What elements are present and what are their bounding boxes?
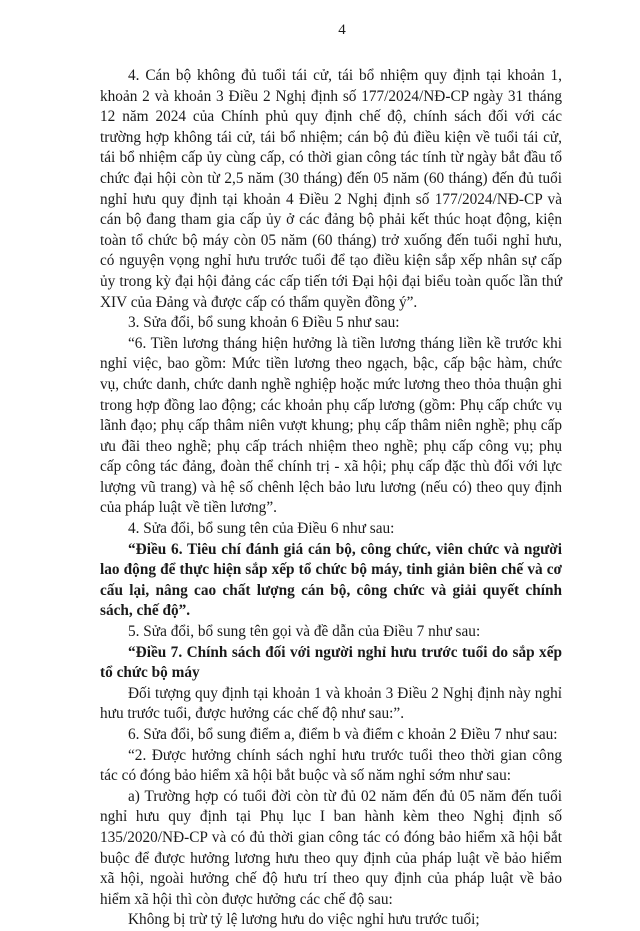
paragraph: “6. Tiền lương tháng hiện hưởng là tiền lương tháng liền kề trước khi nghỉ việc, bao gồm: Mức tiền lương theo ngạch, bậc, cấp bậc hàm, chức vụ, chức danh, chức danh nghề nghiệp hoặc mức lương theo thỏa thuận ghi trong hợp đồng lao động; các khoản phụ cấp lương (gồm: Phụ cấp chức vụ lãnh đạo; phụ cấp thâm niên vượt khung; phụ cấp thâm niên nghề; phụ cấp ưu đãi theo nghề; phụ cấp trách nhiệm theo nghề; phụ cấp công vụ; phụ cấp công tác đảng, đoàn thể chính trị - xã hội; phụ cấp đặc thù đối với lực lượng vũ trang) và hệ số chênh lệch bảo lưu lương (nếu có) theo quy định của pháp luật về tiền lương”. xyxy=(100,334,562,517)
article-heading: “Điều 7. Chính sách đối với người nghỉ hưu trước tuổi do sắp xếp tổ chức bộ máy xyxy=(100,643,562,682)
paragraph: Không bị trừ tỷ lệ lương hưu do việc nghỉ hưu trước tuổi; xyxy=(128,911,480,929)
page-number: 4 xyxy=(338,22,346,38)
article-heading: “Điều 6. Tiêu chí đánh giá cán bộ, công chức, viên chức và người lao động để thực hiện sắp xếp tổ chức bộ máy, tinh giản biên chế và cơ cấu lại, nâng cao chất lượng cán bộ, công chức và giải quyết chính sách, chế độ”. xyxy=(100,540,562,620)
paragraph: a) Trường hợp có tuổi đời còn từ đủ 02 năm đến đủ 05 năm đến tuổi nghỉ hưu quy định tại Phụ lục I ban hành kèm theo Nghị định số 135/2020/NĐ-CP và có đủ thời gian công tác có đóng bảo hiểm xã hội bắt buộc để được hưởng lương hưu theo quy định của pháp luật về bảo hiểm xã hội, ngoài hưởng chế độ hưu trí theo quy định của pháp luật về bảo hiểm xã hội thì còn được hưởng các chế độ sau: xyxy=(100,787,562,908)
paragraph: 5. Sửa đổi, bổ sung tên gọi và đề dẫn của Điều 7 như sau: xyxy=(128,623,481,641)
paragraph: “2. Được hưởng chính sách nghỉ hưu trước tuổi theo thời gian công tác có đóng bảo hiểm xã hội bắt buộc và số năm nghỉ sớm như sau: xyxy=(100,746,562,785)
paragraph: 4. Cán bộ không đủ tuổi tái cử, tái bổ nhiệm quy định tại khoản 1, khoản 2 và khoản 3 Điều 2 Nghị định số 177/2024/NĐ-CP ngày 31 tháng 12 năm 2024 của Chính phủ quy định chế độ, chính sách đối với các trường hợp không tái cử, tái bổ nhiệm; cán bộ đủ điều kiện về tuổi tái cử, tái bổ nhiệm cấp ủy cùng cấp, có thời gian công tác tính từ ngày bắt đầu tổ chức đại hội còn từ 2,5 năm (30 tháng) đến 05 năm (60 tháng) đến đủ tuổi nghỉ hưu quy định tại khoản 4 Điều 2 Nghị định số 177/2024/NĐ-CP và cán bộ đang tham gia cấp ủy ở các đảng bộ phải kết thúc hoạt động, kiện toàn tổ chức bộ máy còn 05 năm (60 tháng) trở xuống đến tuổi nghỉ hưu, có nguyện vọng nghỉ hưu trước tuổi để tạo điều kiện sắp xếp nhân sự cấp ủy trong kỳ đại hội đảng các cấp tiến tới Đại hội đại biểu toàn quốc lần thứ XIV của Đảng và được cấp có thẩm quyền đồng ý”. xyxy=(100,67,562,311)
paragraph: 3. Sửa đổi, bổ sung khoản 6 Điều 5 như sau: xyxy=(128,314,400,332)
paragraph: 4. Sửa đổi, bổ sung tên của Điều 6 như sau: xyxy=(128,520,395,538)
paragraph: 6. Sửa đổi, bổ sung điểm a, điểm b và điểm c khoản 2 Điều 7 như sau: xyxy=(128,726,558,743)
document-body xyxy=(100,66,562,931)
paragraph: Đối tượng quy định tại khoản 1 và khoản 3 Điều 2 Nghị định này nghỉ hưu trước tuổi, được hưởng các chế độ như sau:”. xyxy=(100,684,562,723)
